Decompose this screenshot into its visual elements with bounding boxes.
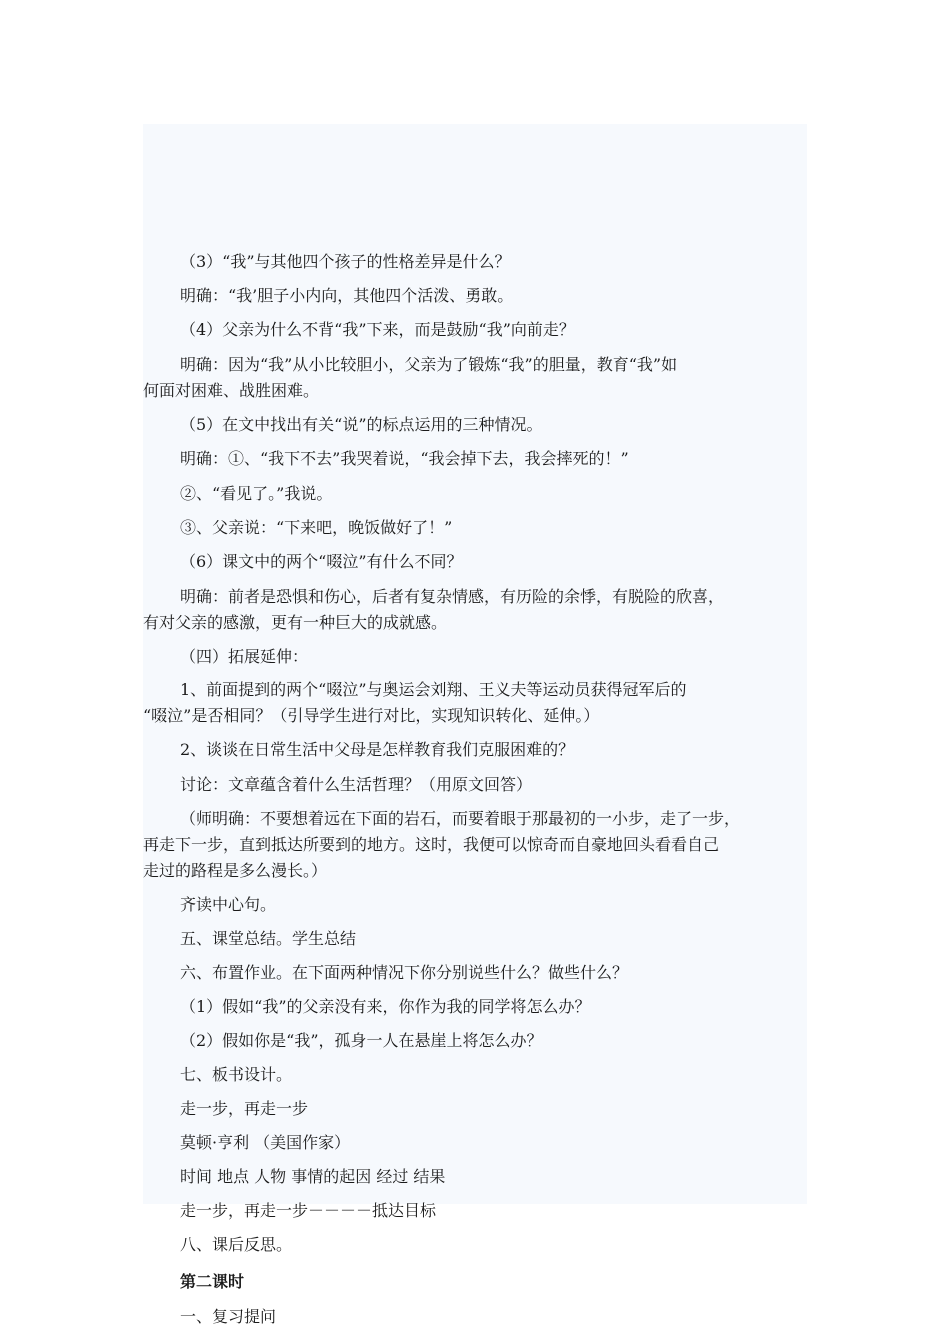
text-line: （2）假如你是“我”，孤身一人在悬崖上将怎么办？: [180, 1031, 543, 1050]
text-line: 走一步，再走一步: [180, 1099, 309, 1118]
text-line: 明确：“我’胆子小内向，其他四个活泼、勇敢。: [180, 286, 514, 305]
text-line: ③、父亲说：“下来吧，晚饭做好了！”: [180, 518, 453, 537]
text-line: 齐读中心句。: [180, 895, 277, 914]
text-line: 时间 地点 人物 事情的起因 经过 结果: [180, 1167, 446, 1186]
document-body: [143, 124, 807, 1326]
text-line: （5）在文中找出有关“说”的标点运用的三种情况。: [180, 415, 543, 434]
text-line: 何面对困难、战胜困难。: [143, 381, 320, 400]
text-line: （6）课文中的两个“啜泣”有什么不同？: [180, 552, 463, 571]
text-line: 2、谈谈在日常生活中父母是怎样教育我们克服困难的？: [180, 740, 575, 759]
text-line: 再走下一步，直到抵达所要到的地方。这时，我便可以惊奇而自豪地回头看看自己: [143, 835, 720, 854]
text-line: ②、“看见了。”我说。: [180, 484, 333, 503]
text-line: 五、课堂总结。学生总结: [180, 929, 357, 948]
text-line: 讨论：文章蕴含着什么生活哲理？（用原文回答）: [180, 775, 533, 794]
text-line: 明确：前者是恐惧和伤心，后者有复杂情感，有历险的余悸，有脱险的欣喜，: [180, 587, 725, 606]
text-line: 六、布置作业。在下面两种情况下你分别说些什么？做些什么？: [180, 963, 629, 982]
text-line: “啜泣”是否相同？（引导学生进行对比，实现知识转化、延伸。）: [143, 706, 600, 725]
text-line: （四）拓展延伸：: [180, 647, 309, 666]
text-line: （3）“我”与其他四个孩子的性格差异是什么？: [180, 252, 511, 271]
text-line: 明确：①、“我下不去”我哭着说，“我会掉下去，我会摔死的！”: [180, 449, 629, 468]
text-line: 有对父亲的感激，更有一种巨大的成就感。: [143, 613, 448, 632]
text-line: 走过的路程是多么漫长。）: [143, 861, 328, 880]
text-line: 七、板书设计。: [180, 1065, 293, 1084]
text-line: （师明确：不要想着远在下面的岩石，而要着眼于那最初的一小步，走了一步，: [180, 809, 741, 828]
text-line: 走一步，再走一步－－－－抵达目标: [180, 1201, 437, 1220]
text-line: （4）父亲为什么不背“我”下来，而是鼓励“我”向前走？: [180, 320, 575, 339]
section-heading: 第二课时: [180, 1272, 245, 1291]
text-line: 八、课后反思。: [180, 1235, 293, 1254]
text-line: 一、复习提问: [180, 1307, 277, 1326]
text-line: 明确：因为“我”从小比较胆小，父亲为了锻炼“我”的胆量，教育“我”如: [180, 355, 678, 374]
text-line: 莫顿·亨利 （美国作家）: [180, 1133, 351, 1152]
text-line: （1）假如“我”的父亲没有来，你作为我的同学将怎么办？: [180, 997, 591, 1016]
text-line: 1、前面提到的两个“啜泣”与奥运会刘翔、王义夫等运动员获得冠军后的: [180, 680, 687, 699]
